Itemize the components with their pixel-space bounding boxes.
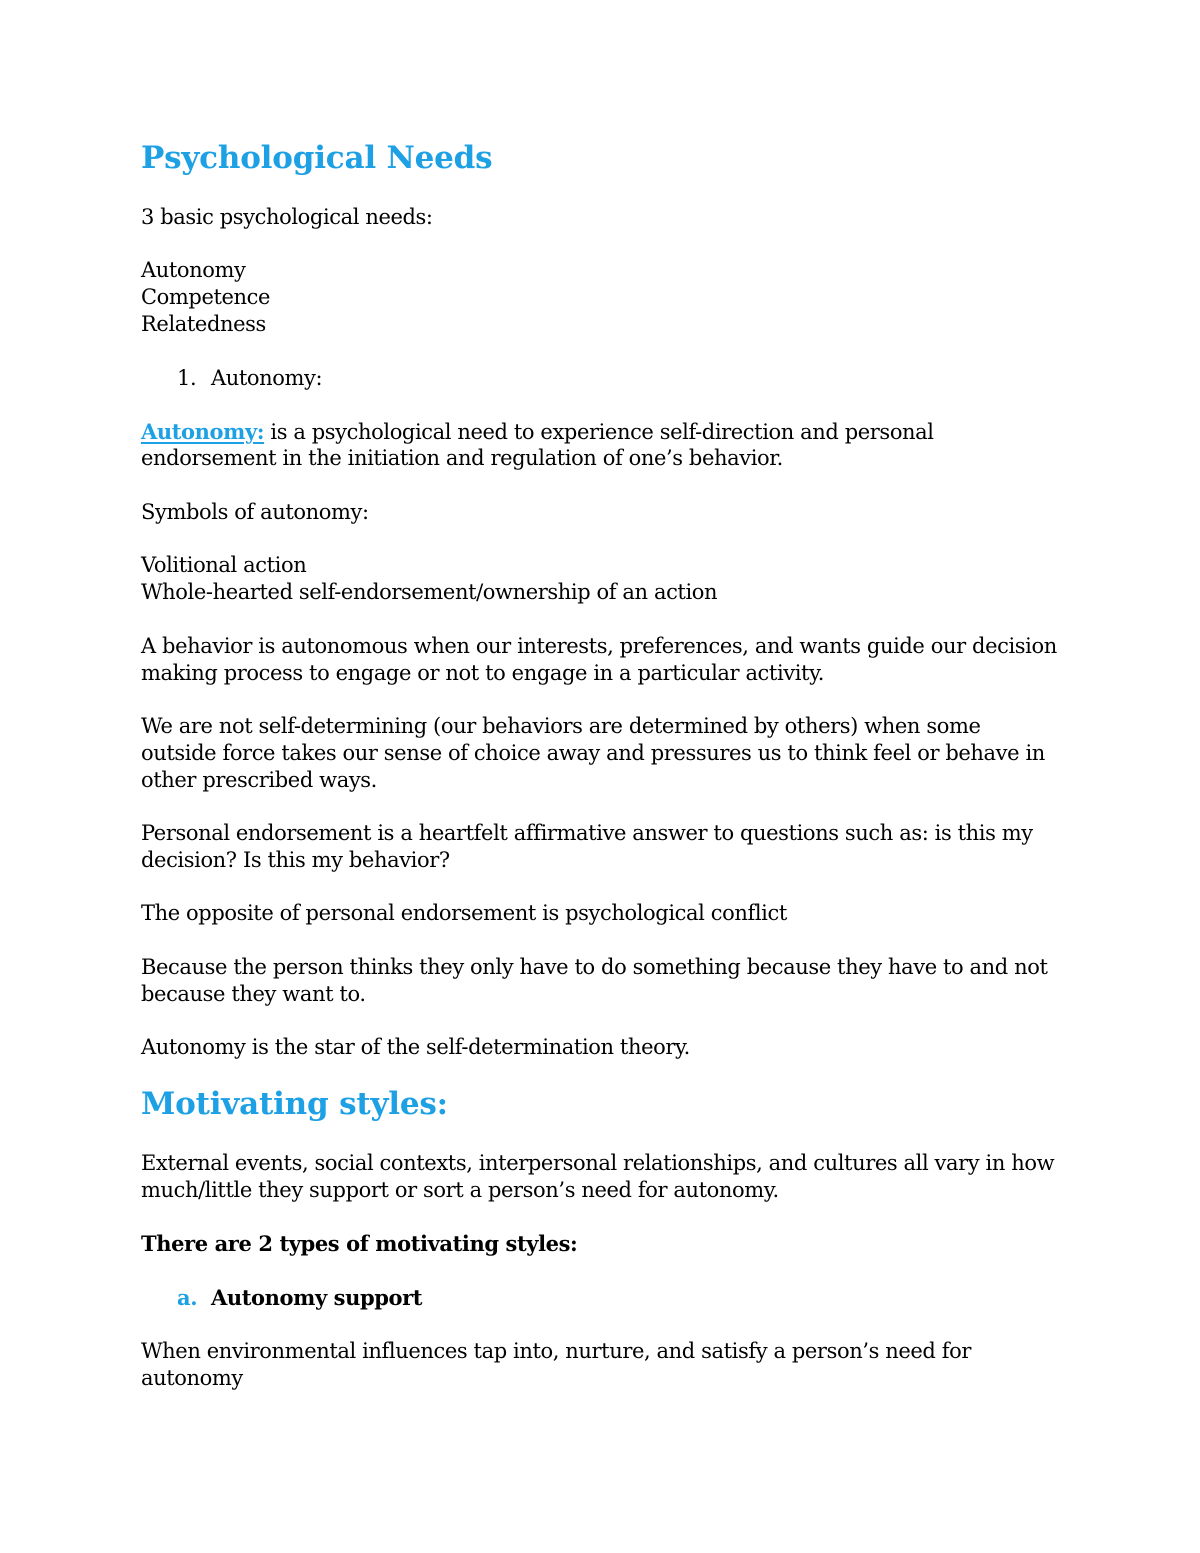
list-item-text: Autonomy:	[211, 366, 323, 390]
paragraph-line: Personal endorsement is a heartfelt affirmative answer to questions such as: is this my	[141, 821, 1033, 845]
list-letter: a.	[177, 1285, 198, 1310]
paragraph-line: Autonomy is the star of the self-determination theory.	[141, 1035, 690, 1059]
symbols-heading: Symbols of autonomy:	[141, 500, 369, 524]
paragraph-line: We are not self-determining (our behaviors are determined by others) when some	[141, 714, 981, 738]
paragraph-line: much/little they support or sort a person’s need for autonomy.	[141, 1178, 779, 1202]
definition-line-2: endorsement in the initiation and regulation of one’s behavior.	[141, 446, 783, 470]
paragraph-line: When environmental influences tap into, nurture, and satisfy a person’s need for	[141, 1339, 971, 1363]
paragraph-line: other prescribed ways.	[141, 768, 377, 792]
paragraph-line: autonomy	[141, 1366, 243, 1390]
need-item-autonomy: Autonomy	[141, 258, 246, 282]
paragraph-line: External events, social contexts, interpersonal relationships, and cultures all vary in how	[141, 1151, 1055, 1175]
paragraph-line: because they want to.	[141, 982, 366, 1006]
types-heading: There are 2 types of motivating styles:	[141, 1231, 578, 1256]
page-title: Psychological Needs	[141, 140, 493, 176]
paragraph-line: A behavior is autonomous when our interests, preferences, and wants guide our decision	[141, 634, 1057, 658]
symbol-item: Whole-hearted self-endorsement/ownership of an action	[141, 580, 718, 604]
intro-text: 3 basic psychological needs:	[141, 205, 433, 229]
need-item-competence: Competence	[141, 285, 271, 309]
list-item-text: Autonomy support	[211, 1285, 423, 1310]
definition-term: Autonomy:	[141, 419, 265, 444]
need-item-relatedness: Relatedness	[141, 312, 266, 336]
paragraph-line: Because the person thinks they only have to do something because they have to and not	[141, 955, 1048, 979]
paragraph-line: outside force takes our sense of choice away and pressures us to think feel or behave in	[141, 741, 1045, 765]
paragraph-line: making process to engage or not to engage in a particular activity.	[141, 661, 825, 685]
symbol-item: Volitional action	[141, 553, 307, 577]
paragraph-line: The opposite of personal endorsement is psychological conflict	[141, 901, 787, 925]
definition-line-1	[141, 418, 934, 446]
section-title: Motivating styles:	[141, 1086, 448, 1122]
paragraph-line: decision? Is this my behavior?	[141, 848, 450, 872]
definition-text: is a psychological need to experience self-direction and personal	[264, 420, 934, 444]
list-number: 1.	[177, 366, 197, 390]
